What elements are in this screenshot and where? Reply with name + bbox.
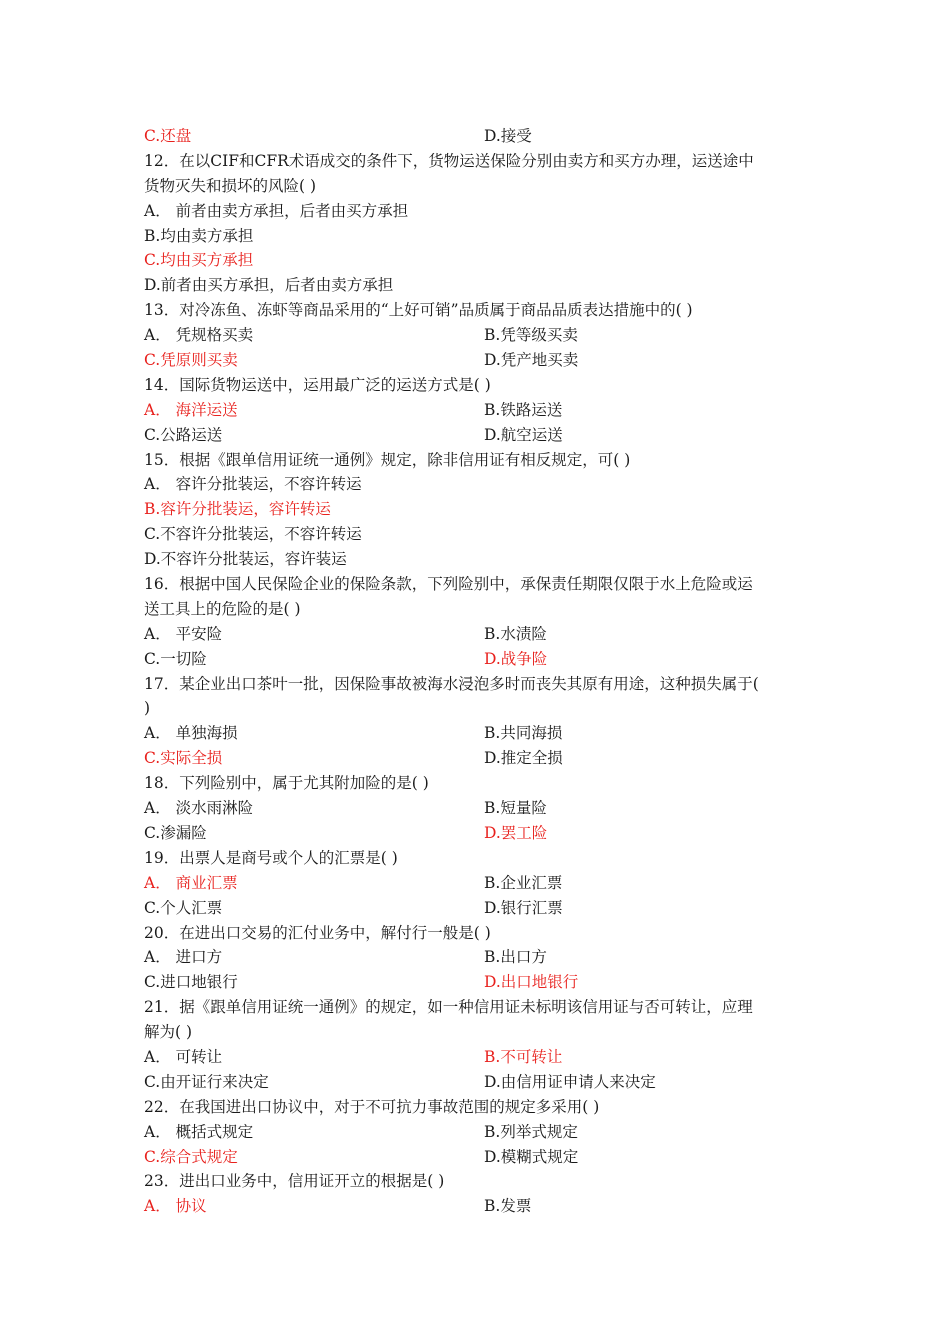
question-text: 20．在进出口交易的汇付业务中，解付行一般是( ) <box>144 923 491 942</box>
option: B.凭等级买卖 <box>484 326 578 345</box>
option: B.铁路运送 <box>484 400 563 419</box>
correct-option: C.实际全损 <box>144 749 223 768</box>
option-row <box>144 1145 809 1170</box>
question-text: A． 前者由卖方承担，后者由买方承担 <box>144 201 409 220</box>
option: B.共同海损 <box>484 724 563 743</box>
question-text: 12．在以CIF和CFR术语成交的条件下，货物运送保险分别由卖方和买方办理，运送途中 <box>144 151 754 170</box>
question-text: 21．据《跟单信用证统一通例》的规定，如一种信用证未标明该信用证与否可转让，应理 <box>144 998 753 1017</box>
option: C.公路运送 <box>144 425 223 444</box>
question-text: A． 容许分批装运，不容许转运 <box>144 475 362 494</box>
option-row <box>144 323 809 348</box>
question-text: 14．国际货物运送中，运用最广泛的运送方式是( ) <box>144 375 491 394</box>
correct-option: D.战争险 <box>484 649 548 668</box>
option-row <box>144 1194 809 1219</box>
option-row <box>144 896 809 921</box>
question-text: 17．某企业出口茶叶一批，因保险事故被海水浸泡多时而丧失其原有用途，这种损失属于( <box>144 674 759 693</box>
correct-option: C.凭原则买卖 <box>144 351 238 370</box>
question-text: 送工具上的危险的是( ) <box>144 599 301 618</box>
option: C.一切险 <box>144 649 207 668</box>
option-row <box>144 871 809 896</box>
option: A． 可转让 <box>144 1047 223 1066</box>
option: D.凭产地买卖 <box>484 351 579 370</box>
option-row <box>144 746 809 771</box>
option: A． 平安险 <box>144 624 223 643</box>
question-text: D.不容许分批装运，容许装运 <box>144 550 347 569</box>
correct-option: A． 海洋运送 <box>144 400 238 419</box>
option-row <box>144 423 809 448</box>
option: D.接受 <box>484 127 532 145</box>
option-row <box>144 647 809 672</box>
correct-option: D.罢工险 <box>484 823 548 842</box>
question-text: 22．在我国进出口协议中，对于不可抗力事故范围的规定多采用( ) <box>144 1097 600 1116</box>
correct-option: A． 协议 <box>144 1197 207 1216</box>
option-row <box>144 1045 809 1070</box>
option: B.发票 <box>484 1197 532 1216</box>
question-text: 解为( ) <box>144 1023 193 1042</box>
option-row <box>144 622 809 647</box>
option-row <box>144 945 809 970</box>
option: D.银行汇票 <box>484 898 563 917</box>
option-row <box>144 970 809 995</box>
correct-option: D.出口地银行 <box>484 973 579 992</box>
question-text: 13．对冷冻鱼、冻虾等商品采用的“上好可销”品质属于商品品质表达措施中的( ) <box>144 301 693 320</box>
correct-option: C.均由买方承担 <box>144 251 254 270</box>
option: B.水渍险 <box>484 624 547 643</box>
correct-option: B.不可转让 <box>484 1047 563 1066</box>
option-row <box>144 821 809 846</box>
option-row <box>144 398 809 423</box>
option: B.企业汇票 <box>484 873 563 892</box>
question-text: 19．出票人是商号或个人的汇票是( ) <box>144 848 398 867</box>
question-text: C.不容许分批装运，不容许转运 <box>144 525 362 544</box>
option: C.个人汇票 <box>144 898 223 917</box>
option-row <box>144 796 809 821</box>
question-text: 16．根据中国人民保险企业的保险条款，下列险别中，承保责任期限仅限于水上危险或运 <box>144 575 753 594</box>
correct-option: C.还盘 <box>144 127 192 145</box>
option-row <box>144 124 809 149</box>
question-text: B.均由卖方承担 <box>144 226 254 245</box>
option-row <box>144 348 809 373</box>
option: A． 进口方 <box>144 948 223 967</box>
question-text: 23．进出口业务中，信用证开立的根据是( ) <box>144 1172 445 1191</box>
option: D.航空运送 <box>484 425 563 444</box>
question-text: 18．下列险别中，属于尤其附加险的是( ) <box>144 774 429 793</box>
question-text: D.前者由买方承担，后者由卖方承担 <box>144 276 394 295</box>
option: D.由信用证申请人来决定 <box>484 1072 656 1091</box>
option: A． 凭规格买卖 <box>144 326 254 345</box>
correct-option: C.综合式规定 <box>144 1147 238 1166</box>
option-row <box>144 721 809 746</box>
option-row <box>144 1070 809 1095</box>
correct-option: B.容许分批装运，容许转运 <box>144 500 331 519</box>
question-text: ) <box>144 699 151 718</box>
question-text: 15．根据《跟单信用证统一通例》规定，除非信用证有相反规定，可( ) <box>144 450 631 469</box>
option-row <box>144 1120 809 1145</box>
option: C.由开证行来决定 <box>144 1072 269 1091</box>
option: D.推定全损 <box>484 749 563 768</box>
option: A． 淡水雨淋险 <box>144 799 254 818</box>
option: B.列举式规定 <box>484 1122 578 1141</box>
option: B.出口方 <box>484 948 547 967</box>
option: D.模糊式规定 <box>484 1147 579 1166</box>
option: C.渗漏险 <box>144 823 207 842</box>
correct-option: A． 商业汇票 <box>144 873 238 892</box>
option: B.短量险 <box>484 799 547 818</box>
option: C.进口地银行 <box>144 973 238 992</box>
option: A． 概括式规定 <box>144 1122 254 1141</box>
option: A． 单独海损 <box>144 724 238 743</box>
question-text: 货物灭失和损坏的风险( ) <box>144 176 317 195</box>
exam-page <box>144 124 809 1219</box>
